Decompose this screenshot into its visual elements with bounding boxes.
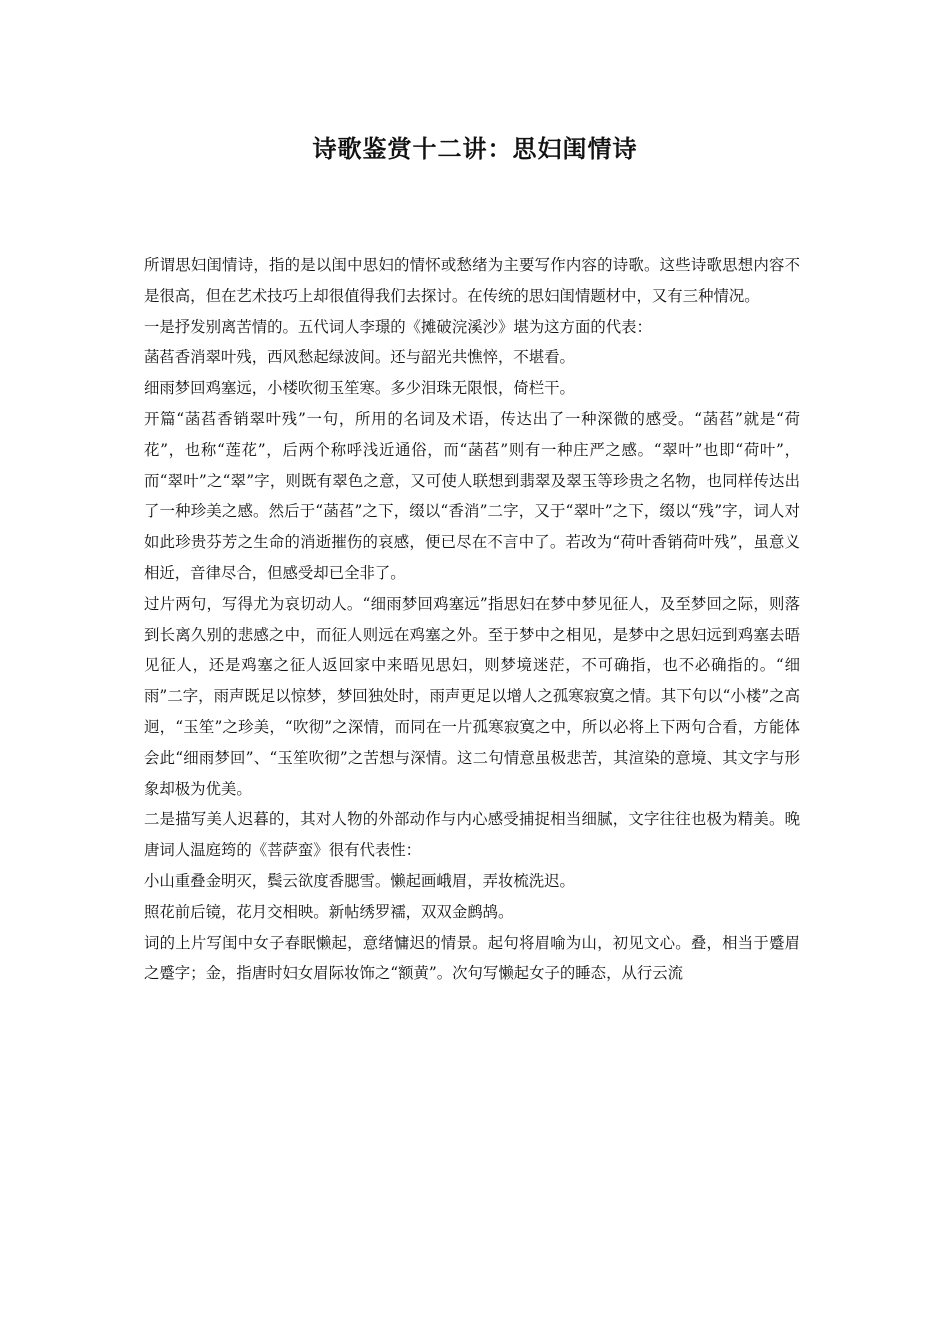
paragraph-analysis: 词的上片写闺中女子春眠懒起，意绪慵迟的情景。起句将眉喻为山，初见文心。叠，相当于蹙眉之蹙字；金，指唐时妇女眉际妆饰之“额黄”。次句写懒起女子的睡态，从行云流: [144, 933, 800, 983]
paragraph-intro: 所谓思妇闺情诗，指的是以闺中思妇的情怀或愁绪为主要写作内容的诗歌。这些诗歌思想内容不是很高，但在艺术技巧上却很值得我们去探讨。在传统的思妇闺情题材中，又有三种情况。: [144, 256, 800, 305]
paragraph-analysis: 开篇“菡萏香销翠叶残”一句，所用的名词及术语，传达出了一种深微的感受。“菡萏”就是“荷花”，也称“莲花”，后两个称呼浅近通俗，而“菡萏”则有一种庄严之感。“翠叶”也即“荷叶”，而“翠叶”之“翠”字，则既有翠色之意，又可使人联想到翡翠及翠玉等珍贵之名物，也同样传达出了一种珍美之感。然后于“菡萏”之下，缀以“香消”二字，又于“翠叶”之下，缀以“残”字，词人对如此珍贵芬芳之生命的消逝摧伤的哀感，便已尽在不言中了。若改为“荷叶香销荷叶残”，虽意义相近，音律尽合，但感受却已全非了。: [144, 409, 800, 582]
poem-line: 照花前后镜，花月交相映。新帖绣罗襦，双双金鹧鸪。: [144, 902, 514, 921]
document-body: [144, 250, 800, 989]
paragraph-type-two: 二是描写美人迟暮的，其对人物的外部动作与内心感受捕捉相当细腻，文字往往也极为精美。晚唐词人温庭筠的《菩萨蛮》很有代表性：: [144, 810, 800, 860]
poem-line: 小山重叠金明灭，鬓云欲度香腮雪。懒起画峨眉，弄妆梳洗迟。: [144, 871, 575, 890]
poem-line: 细雨梦回鸡塞远，小楼吹彻玉笙寒。多少泪珠无限恨，倚栏干。: [144, 379, 575, 398]
paragraph-type-one: 一是抒发别离苦情的。五代词人李璟的《摊破浣溪沙》堪为这方面的代表：: [144, 317, 652, 336]
poem-line: 菡萏香消翠叶残，西风愁起绿波间。还与韶光共憔悴，不堪看。: [144, 348, 575, 367]
page-title: 诗歌鉴赏十二讲：思妇闺情诗: [312, 134, 638, 163]
paragraph-analysis: 过片两句，写得尤为哀切动人。“细雨梦回鸡塞远”指思妇在梦中梦见征人，及至梦回之际，则落到长离久别的悲感之中，而征人则远在鸡塞之外。至于梦中之相见，是梦中之思妇远到鸡塞去晤见征人，还是鸡塞之征人返回家中来晤见思妇，则梦境迷茫，不可确指，也不必确指的。“细雨”二字，雨声既足以惊梦，梦回独处时，雨声更足以增人之孤寒寂寞之情。其下句以“小楼”之高迥，“玉笙”之珍美，“吹彻”之深情，而同在一片孤寒寂寞之中，所以必将上下两句合看，方能体会此“细雨梦回”、“玉笙吹彻”之苦想与深情。这二句情意虽极悲苦，其渲染的意境、其文字与形象却极为优美。: [144, 594, 800, 798]
